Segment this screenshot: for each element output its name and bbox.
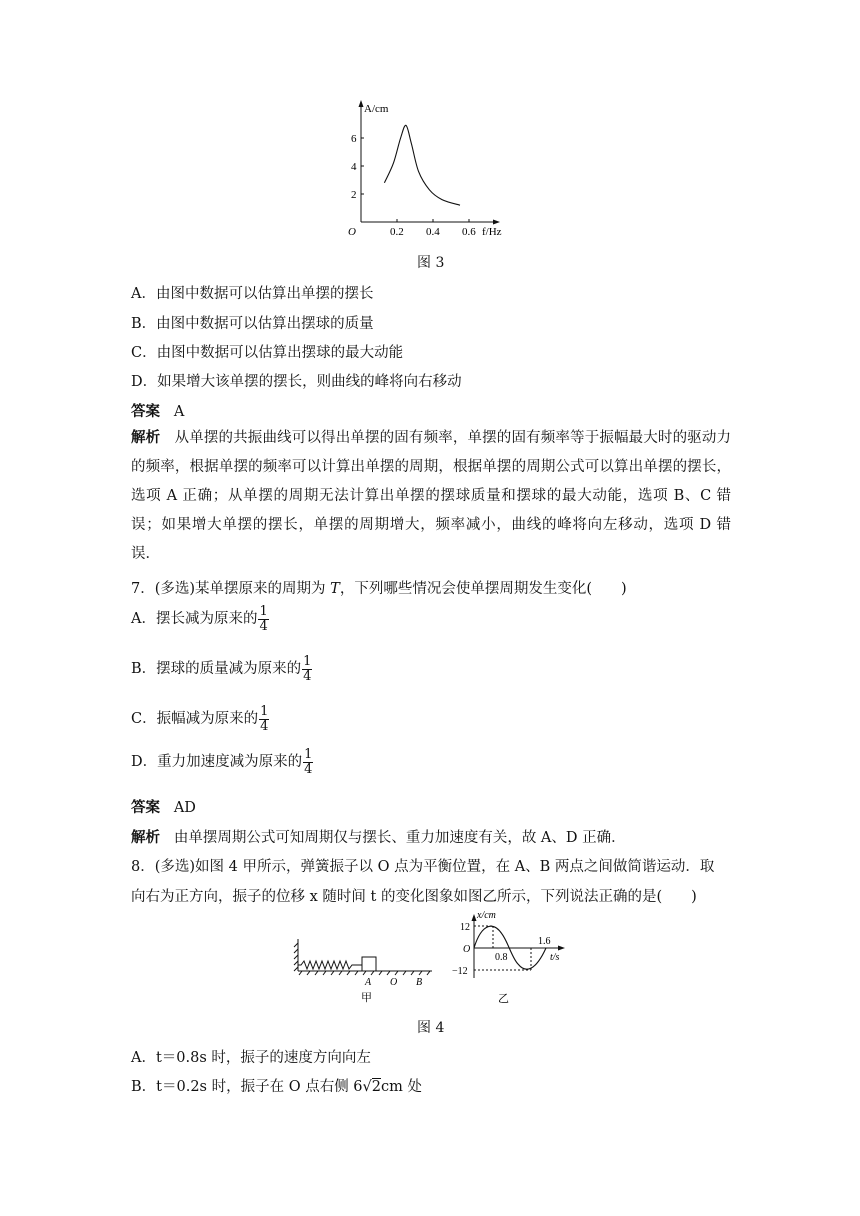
sqrt-radicand: 2: [371, 1079, 382, 1095]
tick-neg12: −12: [452, 966, 468, 977]
figure-3-caption: 图 3: [417, 255, 445, 271]
frac-num: 1: [260, 704, 269, 719]
tick-08: 0.8: [495, 952, 508, 963]
q6-option-c: C．由图中数据可以估算出摆球的最大动能: [131, 345, 404, 361]
answer-value: AD: [173, 800, 196, 816]
spring-oscillator-figure: [292, 935, 442, 1007]
fraction: [259, 705, 269, 733]
spring-coil: [298, 961, 362, 969]
analysis-text: 从单摆的共振曲线可以得出单摆的固有频率，单摆的固有频率等于振幅最大时的驱动力的频率，根据单摆的频率可以计算出单摆的周期，根据单摆的周期公式可以算出单摆的摆长，选项 A 正确；从单摆的周期无法计算出单摆的摆球质量和摆球的最大动能，选项 B、C 错误；如果增大单摆的摆长，单摆的周期增大，频率减小，曲线的峰将向左移动，选项 D 错误．: [131, 430, 732, 562]
q7-option-a-text: A．摆长减为原来的: [131, 611, 258, 628]
frac-den: 4: [303, 668, 312, 684]
y-axis-label: A/cm: [364, 103, 389, 115]
q6-option-d: D．如果增大该单摆的摆长，则曲线的峰将向右移动: [131, 374, 462, 390]
displacement-time-figure: [446, 908, 576, 1008]
fraction: [258, 605, 268, 633]
x-tick-06: 0.6: [462, 226, 476, 238]
q6-option-a: A．由图中数据可以估算出单摆的摆长: [131, 286, 374, 302]
q7-option-d-text: D．重力加速度减为原来的: [131, 754, 303, 771]
q7-analysis: [131, 826, 626, 847]
resonance-curve-line: [384, 125, 460, 205]
q8-option-b-suffix: cm 处: [381, 1079, 423, 1095]
q7-option-a: [131, 605, 269, 633]
frac-num: 1: [304, 747, 313, 762]
analysis-text: 由单摆周期公式可知周期仅与摆长、重力加速度有关，故 A、D 正确．: [173, 830, 626, 846]
frac-den: 4: [259, 618, 268, 634]
q6-analysis: [131, 423, 731, 569]
x-axis-label: t/s: [550, 952, 560, 963]
answer-label: 答案: [131, 799, 160, 816]
q6-answer: [131, 400, 184, 421]
y-tick-4: 4: [351, 161, 357, 173]
q8-option-a: A．t＝0.8s 时，振子的速度方向向左: [131, 1050, 371, 1066]
frac-num: 1: [259, 604, 268, 619]
q7-stem-var: T: [330, 581, 340, 597]
origin-label: O: [348, 226, 356, 238]
q7-option-b-text: B．摆球的质量减为原来的: [131, 661, 302, 678]
resonance-curve-figure: [340, 98, 520, 243]
analysis-label: 解析: [131, 829, 160, 846]
y-tick-6: 6: [351, 133, 357, 145]
x-tick-02: 0.2: [390, 226, 404, 238]
point-o-label: O: [390, 977, 398, 988]
x-tick-04: 0.4: [426, 226, 440, 238]
q7-option-c-text: C．振幅减为原来的: [131, 711, 259, 728]
x-axis-label: f/Hz: [482, 226, 502, 238]
fraction: [302, 655, 312, 683]
figure-4-caption: 图 4: [417, 1020, 445, 1036]
origin-label: O: [463, 944, 471, 955]
answer-value: A: [173, 404, 185, 420]
answer-label: 答案: [131, 403, 160, 420]
q6-option-b: B．由图中数据可以估算出摆球的质量: [131, 316, 374, 332]
y-tick-2: 2: [351, 189, 357, 201]
frac-den: 4: [304, 761, 313, 777]
q7-answer: [131, 796, 196, 817]
q7-option-b: [131, 655, 312, 683]
frac-den: 4: [260, 718, 269, 734]
q7-option-c: [131, 705, 269, 733]
figure-yi-label: 乙: [498, 993, 509, 1005]
tick-12: 12: [460, 922, 470, 933]
oscillator-block: [362, 957, 376, 971]
q7-stem-suffix: ，下列哪些情况会使单摆周期发生变化( ): [339, 581, 627, 597]
fraction: [303, 748, 313, 776]
sqrt-symbol: √: [362, 1079, 372, 1095]
frac-num: 1: [303, 654, 312, 669]
q8-stem-line1: 8．(多选)如图 4 甲所示，弹簧振子以 O 点为平衡位置，在 A、B 两点之间做简谐运动．取: [131, 859, 715, 875]
figure-jia-label: 甲: [361, 992, 372, 1004]
q8-option-b: [131, 1075, 422, 1096]
q7-stem-prefix: 7．(多选)某单摆原来的周期为: [131, 581, 331, 597]
tick-16: 1.6: [538, 936, 551, 947]
point-b-label: B: [416, 977, 423, 988]
y-axis-label: x/cm: [477, 910, 496, 921]
q8-stem-line2: 向右为正方向，振子的位移 x 随时间 t 的变化图象如图乙所示，下列说法正确的是( ): [131, 889, 697, 905]
q7-option-d: [131, 748, 313, 776]
point-a-label: A: [365, 977, 372, 988]
analysis-label: 解析: [131, 429, 161, 446]
q7-stem: [131, 577, 627, 598]
q8-option-b-prefix: B．t＝0.2s 时，振子在 O 点右侧 6: [131, 1079, 363, 1095]
